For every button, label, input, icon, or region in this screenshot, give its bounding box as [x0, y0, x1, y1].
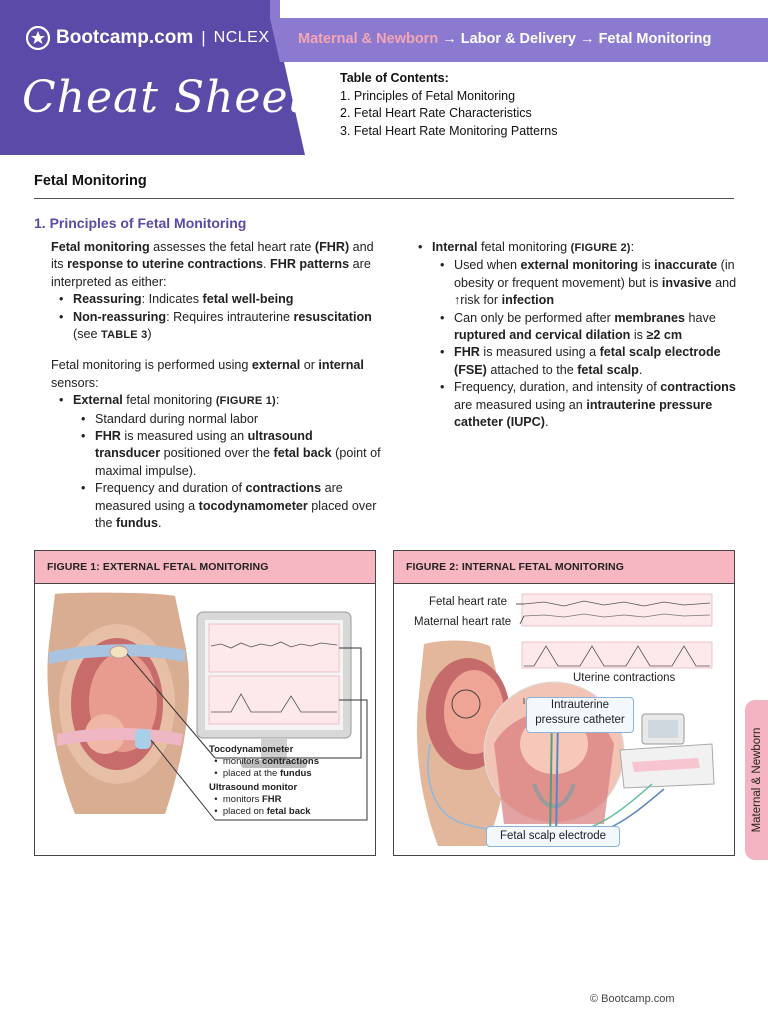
side-tab-label: Maternal & Newborn [751, 727, 763, 833]
side-tab-maternal-newborn[interactable] [745, 700, 768, 860]
list-item: • Frequency, duration, and intensity of contractions are measured using an intrauterine pressure catheter (IUPC). [454, 379, 740, 431]
list-item: • Internal fetal monitoring (FIGURE 2): • Used when external monitoring is inaccurate (in obesity or frequent movement) but is invasive and ↑risk for infection • Can only be performed after membranes have ruptured and cervical dilation is ≥2 cm • FHR is measured using a fetal scalp electrode (FSE) attached to the fetal scalp. • Frequency, duration, and intensity of contractions are measured using an intrauterine pressure catheter (IUPC). [432, 239, 740, 431]
page-title: Fetal Monitoring [34, 173, 147, 189]
brand-logo[interactable] [26, 26, 270, 50]
list-item: • Can only be performed after membranes have ruptured and cervical dilation is ≥2 cm [454, 310, 740, 345]
toc-item-3[interactable]: 3. Fetal Heart Rate Monitoring Patterns [340, 123, 558, 138]
product-name: NCLEX [213, 29, 270, 46]
list-item: • Non-reassuring: Requires intrauterine resuscitation (see TABLE 3) [73, 309, 381, 345]
list-item: • FHR is measured using a fetal scalp electrode (FSE) attached to the fetal scalp. [454, 344, 740, 379]
up-arrow-icon: ↑ [454, 293, 461, 308]
list-item: • Reassuring: Indicates fetal well-being [73, 291, 381, 308]
figure-2 [393, 550, 735, 856]
list-item: • Used when external monitoring is inaccurate (in obesity or frequent movement) but is invasive and ↑risk for infection [454, 257, 740, 309]
toc-item-1[interactable]: 1. Principles of Fetal Monitoring [340, 88, 516, 103]
maternal-heart-rate-label: Maternal heart rate [414, 616, 512, 628]
intro-paragraph: Fetal monitoring assesses the fetal heart rate (FHR) and its response to uterine contractions. FHR patterns are interpreted as either: [51, 240, 374, 289]
figure-2-title: FIGURE 2: INTERNAL FETAL MONITORING [394, 551, 734, 584]
fetal-heart-rate-label: Fetal heart rate [429, 596, 507, 608]
breadcrumb-arrow-icon: → [580, 31, 595, 47]
toc-title: Table of Contents: [340, 71, 449, 85]
left-column [51, 239, 381, 533]
cheat-sheets-title: Cheat Sheets [22, 72, 331, 123]
list-item: • External fetal monitoring (FIGURE 1): • Standard during normal labor • FHR is measured using an ultrasound transducer positioned over the fetal back (point of maximal impulse). • Frequency and duration of contractions are measured using a tocodynamometer placed over the fundus. [73, 392, 381, 532]
callout-item: • placed at the fundus [209, 768, 312, 779]
uterine-contractions-label: Uterine contractions [573, 672, 676, 684]
fse-label: Fetal scalp electrode [499, 830, 607, 842]
table-of-contents [340, 70, 557, 140]
callout-item: • monitors contractions [209, 756, 319, 767]
iupc-label-line-2: pressure catheter [535, 714, 625, 726]
external-monitoring-illustration [35, 584, 375, 856]
iupc-callout [526, 697, 634, 733]
section-heading: 1. Principles of Fetal Monitoring [34, 215, 247, 231]
external-list [51, 392, 381, 532]
figure-1 [34, 550, 376, 856]
ultrasound-label: Ultrasound monitor [209, 782, 298, 793]
list-item: • Frequency and duration of contractions are measured using a tocodynamometer placed over the fundus. [95, 480, 381, 532]
callout-item: • monitors FHR [209, 794, 282, 805]
toc-item-2[interactable]: 2. Fetal Heart Rate Characteristics [340, 106, 532, 120]
divider [34, 198, 734, 199]
brand-separator: | [201, 28, 206, 47]
callout-item: • placed on fetal back [209, 806, 311, 817]
ultrasound-callout [209, 782, 311, 818]
figure-1-link[interactable]: (FIGURE 1) [215, 395, 276, 408]
breadcrumb [298, 31, 711, 47]
fetal-scalp-electrode-callout [486, 826, 620, 847]
footer-copyright: © Bootcamp.com [590, 993, 675, 1005]
right-column [410, 239, 740, 431]
breadcrumb-item-maternal-newborn[interactable]: Maternal & Newborn [298, 31, 439, 47]
internal-list [410, 239, 740, 431]
tocodynamometer-callout [209, 744, 319, 780]
iupc-label-line-1: Intrauterine [550, 699, 610, 711]
table-3-link[interactable]: TABLE 3 [101, 329, 148, 342]
breadcrumb-item-fetal-monitoring[interactable]: Fetal Monitoring [598, 31, 712, 47]
figure-2-link[interactable]: (FIGURE 2) [570, 242, 631, 254]
brand-name: Bootcamp.com [56, 27, 194, 48]
breadcrumb-arrow-icon: → [442, 31, 457, 47]
breadcrumb-item-labor-delivery[interactable]: Labor & Delivery [460, 31, 576, 47]
tocodynamometer-label: Tocodynamometer [209, 744, 294, 755]
sensor-paragraph: Fetal monitoring is performed using external or internal sensors: [51, 358, 364, 390]
pattern-list [51, 291, 381, 344]
list-item: • FHR is measured using an ultrasound transducer positioned over the fetal back (point of maximal impulse). [95, 428, 381, 480]
bootcamp-logo-icon [26, 26, 50, 50]
figure-1-title: FIGURE 1: EXTERNAL FETAL MONITORING [35, 551, 375, 584]
list-item: • Standard during normal labor [95, 411, 381, 428]
